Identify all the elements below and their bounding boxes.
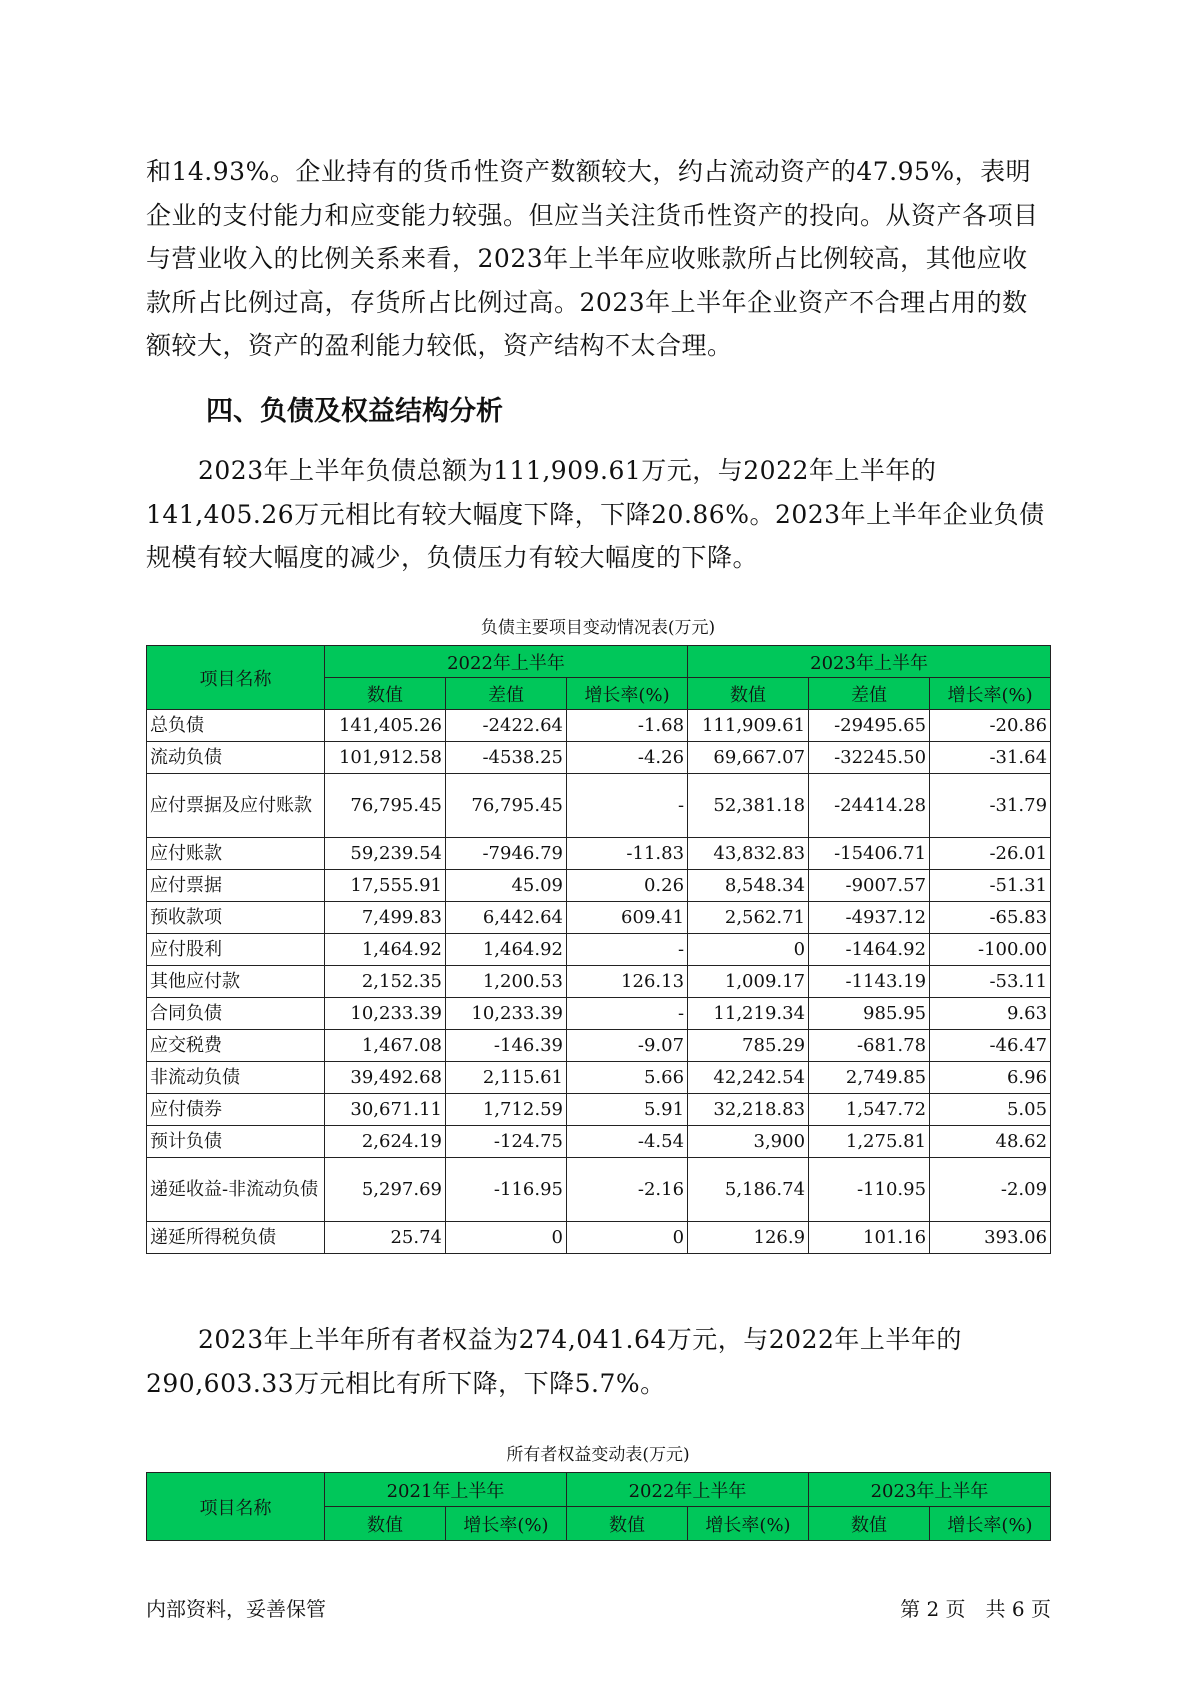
table-cell: 3,900 [688,1126,809,1158]
header-period-2021: 2021年上半年 [325,1473,567,1507]
table-cell: -53.11 [930,966,1051,998]
header-value: 数值 [809,1507,930,1541]
table-cell: 5,297.69 [325,1158,446,1222]
table-cell: 32,218.83 [688,1094,809,1126]
table-cell: -1143.19 [809,966,930,998]
table-row [147,1158,1051,1222]
header-period-2022: 2022年上半年 [325,646,688,678]
table-cell: 609.41 [567,902,688,934]
header-value: 数值 [567,1507,688,1541]
table-cell: 1,200.53 [446,966,567,998]
row-label: 非流动负债 [147,1062,325,1094]
liability-changes-table [146,645,1051,1254]
table-row [147,1094,1051,1126]
table-cell: -46.47 [930,1030,1051,1062]
row-label: 应交税费 [147,1030,325,1062]
table-cell: 393.06 [930,1222,1051,1254]
table-cell: -1.68 [567,710,688,742]
row-label: 其他应付款 [147,966,325,998]
table-row [147,966,1051,998]
row-label: 应付股利 [147,934,325,966]
table-cell: 2,749.85 [809,1062,930,1094]
table-cell: -146.39 [446,1030,567,1062]
table-cell: 10,233.39 [325,998,446,1030]
table-cell: 2,562.71 [688,902,809,934]
header-period-2023: 2023年上半年 [809,1473,1051,1507]
header-item-name: 项目名称 [147,646,325,710]
table-cell: -2422.64 [446,710,567,742]
table2-caption: 所有者权益变动表(万元) [506,1445,690,1465]
table-cell: 0.26 [567,870,688,902]
table-cell: 0 [446,1222,567,1254]
table-cell: 1,467.08 [325,1030,446,1062]
table-cell: -116.95 [446,1158,567,1222]
table-row [147,1030,1051,1062]
table-row [147,1126,1051,1158]
table-row [147,742,1051,774]
table-cell: 59,239.54 [325,838,446,870]
row-label: 流动负债 [147,742,325,774]
table-cell: - [567,774,688,838]
table-cell: -110.95 [809,1158,930,1222]
row-label: 应付票据及应付账款 [147,774,325,838]
table-cell: -9007.57 [809,870,930,902]
table-row [147,902,1051,934]
table-cell: 5.66 [567,1062,688,1094]
table-cell: 1,464.92 [325,934,446,966]
table-cell: -31.64 [930,742,1051,774]
table-cell: 5,186.74 [688,1158,809,1222]
table-row [147,710,1051,742]
table-cell: 11,219.34 [688,998,809,1030]
table-cell: 5.05 [930,1094,1051,1126]
table-cell: 45.09 [446,870,567,902]
table-cell: 9.63 [930,998,1051,1030]
table-cell: 1,464.92 [446,934,567,966]
table-cell: -24414.28 [809,774,930,838]
table-cell: 0 [688,934,809,966]
table-cell: 7,499.83 [325,902,446,934]
table-cell: 69,667.07 [688,742,809,774]
table-cell: 126.13 [567,966,688,998]
table-cell: -681.78 [809,1030,930,1062]
header-growth: 增长率(%) [567,678,688,710]
table-cell: 985.95 [809,998,930,1030]
row-label: 应付票据 [147,870,325,902]
table-cell: -29495.65 [809,710,930,742]
table-cell: -1464.92 [809,934,930,966]
table-cell: 39,492.68 [325,1062,446,1094]
table-row [147,838,1051,870]
header-period-2022: 2022年上半年 [567,1473,809,1507]
table-cell: 1,712.59 [446,1094,567,1126]
table-cell: 0 [567,1222,688,1254]
row-label: 合同负债 [147,998,325,1030]
table-cell: 1,009.17 [688,966,809,998]
table-cell: 10,233.39 [446,998,567,1030]
header-value: 数值 [688,678,809,710]
table-cell: 1,275.81 [809,1126,930,1158]
header-diff: 差值 [446,678,567,710]
header-growth: 增长率(%) [446,1507,567,1541]
table-cell: 76,795.45 [325,774,446,838]
table-cell: 141,405.26 [325,710,446,742]
table-cell: -32245.50 [809,742,930,774]
table-row [147,870,1051,902]
table-cell: 48.62 [930,1126,1051,1158]
table-cell: 30,671.11 [325,1094,446,1126]
header-item-name: 项目名称 [147,1473,325,1541]
table-cell: -4538.25 [446,742,567,774]
footer-page-number: 第 2 页 共 6 页 [900,1597,1051,1621]
table-cell: -51.31 [930,870,1051,902]
table-cell: -15406.71 [809,838,930,870]
table-cell: 17,555.91 [325,870,446,902]
table-row [147,1222,1051,1254]
header-growth: 增长率(%) [930,1507,1051,1541]
table-cell: 2,624.19 [325,1126,446,1158]
table1-caption: 负债主要项目变动情况表(万元) [480,618,716,638]
table-row [147,998,1051,1030]
row-label: 应付债券 [147,1094,325,1126]
paragraph-equity-summary: 2023年上半年所有者权益为274,041.64万元，与2022年上半年的290,603.33万元相比有所下降，下降5.7%。 [146,1325,962,1398]
table-row [147,1062,1051,1094]
footer-confidential-note: 内部资料，妥善保管 [146,1597,326,1621]
table-cell: -9.07 [567,1030,688,1062]
table-cell: -7946.79 [446,838,567,870]
row-label: 总负债 [147,710,325,742]
table-cell: 785.29 [688,1030,809,1062]
row-label: 应付账款 [147,838,325,870]
equity-changes-table [146,1472,1051,1541]
header-diff: 差值 [809,678,930,710]
table-cell: 8,548.34 [688,870,809,902]
table-cell: 101,912.58 [325,742,446,774]
table-cell: 126.9 [688,1222,809,1254]
header-value: 数值 [325,1507,446,1541]
table-cell: -20.86 [930,710,1051,742]
table-cell: -124.75 [446,1126,567,1158]
paragraph-liability-summary: 2023年上半年负债总额为111,909.61万元，与2022年上半年的141,405.26万元相比有较大幅度下降，下降20.86%。2023年上半年企业负债规模有较大幅度的减少，负债压力有较大幅度的下降。 [146,456,1045,572]
table-cell: 6.96 [930,1062,1051,1094]
table-cell: -4.54 [567,1126,688,1158]
table-cell: 101.16 [809,1222,930,1254]
table-cell: -4.26 [567,742,688,774]
table-cell: 111,909.61 [688,710,809,742]
table-cell: 1,547.72 [809,1094,930,1126]
table-cell: 6,442.64 [446,902,567,934]
table-cell: - [567,998,688,1030]
table-cell: -2.16 [567,1158,688,1222]
table-cell: 42,242.54 [688,1062,809,1094]
table-cell: 76,795.45 [446,774,567,838]
table-cell: -4937.12 [809,902,930,934]
table-cell: 5.91 [567,1094,688,1126]
header-growth: 增长率(%) [688,1507,809,1541]
table-cell: -2.09 [930,1158,1051,1222]
table-cell: -31.79 [930,774,1051,838]
table-cell: -100.00 [930,934,1051,966]
table-cell: 52,381.18 [688,774,809,838]
header-period-2023: 2023年上半年 [688,646,1051,678]
table-row [147,774,1051,838]
table-cell: 43,832.83 [688,838,809,870]
table-row [147,934,1051,966]
table-cell: -65.83 [930,902,1051,934]
table-cell: 2,115.61 [446,1062,567,1094]
table-cell: - [567,934,688,966]
row-label: 递延所得税负债 [147,1222,325,1254]
table-cell: 25.74 [325,1222,446,1254]
row-label: 预计负债 [147,1126,325,1158]
row-label: 递延收益-非流动负债 [147,1158,325,1222]
table-cell: -11.83 [567,838,688,870]
header-growth: 增长率(%) [930,678,1051,710]
table-cell: 2,152.35 [325,966,446,998]
table-cell: -26.01 [930,838,1051,870]
row-label: 预收款项 [147,902,325,934]
section-heading: 四、负债及权益结构分析 [206,396,503,427]
header-value: 数值 [325,678,446,710]
paragraph-asset-analysis: 和14.93%。企业持有的货币性资产数额较大，约占流动资产的47.95%，表明企业的支付能力和应变能力较强。但应当关注货币性资产的投向。从资产各项目与营业收入的比例关系来看，2023年上半年应收账款所占比例较高，其他应收款所占比例过高，存货所占比例过高。2023年上半年企业资产不合理占用的数额较大，资产的盈利能力较低，资产结构不太合理。 [146,157,1039,360]
